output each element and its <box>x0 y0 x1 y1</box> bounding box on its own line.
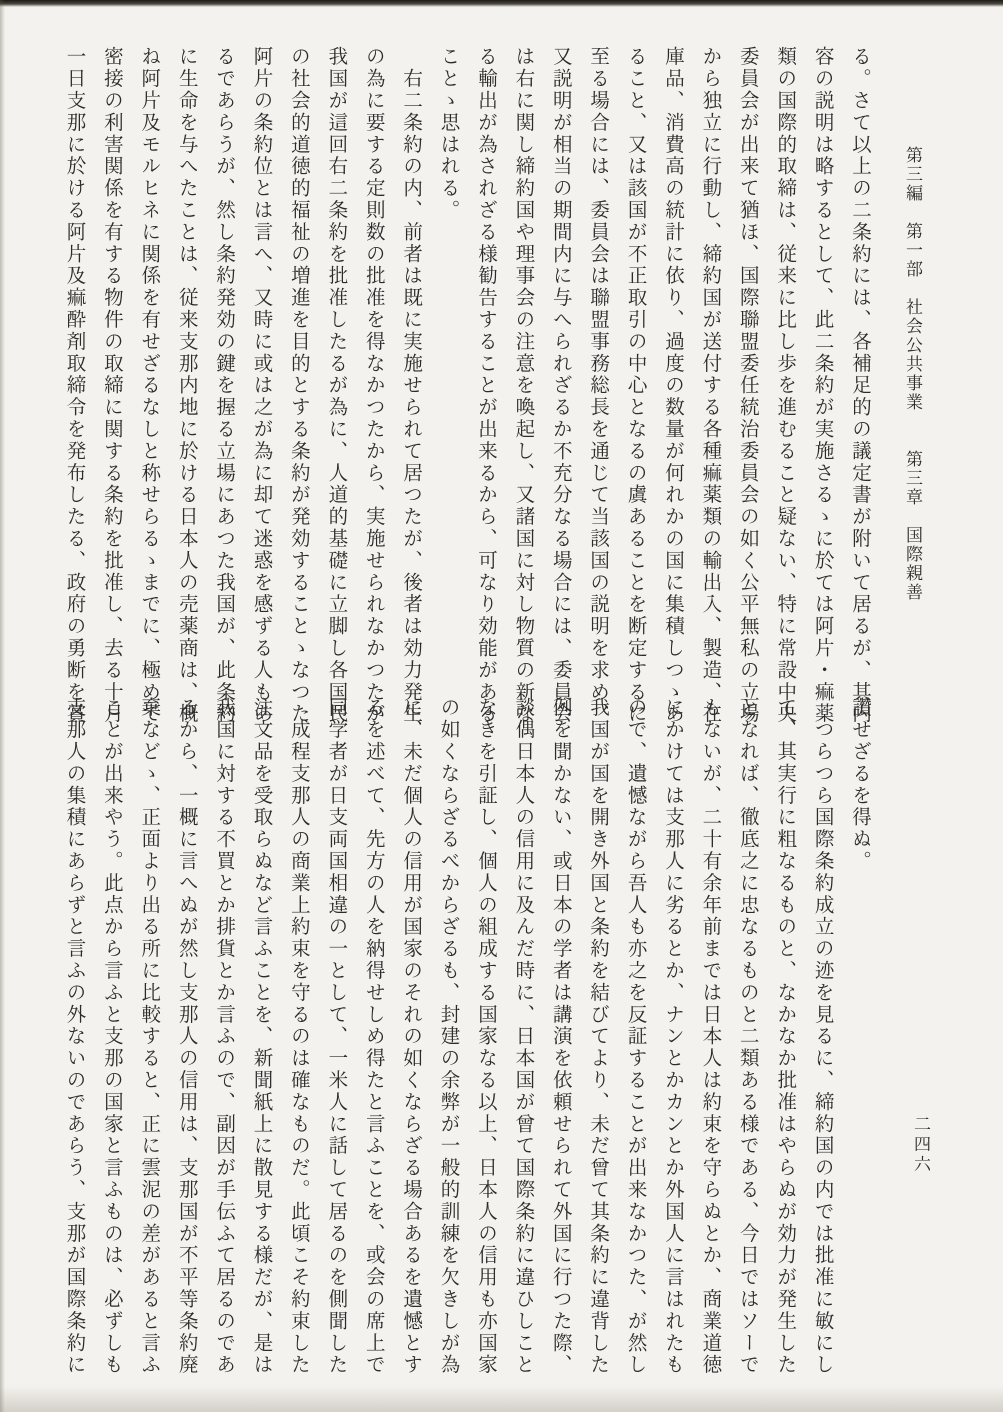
running-header: 第三編 第一部 社会公共事業 第三章 国際親善 <box>902 146 922 602</box>
text-line: ので、遺憾ながら吾人も亦之を反証することが出来なかつた、が然し <box>624 697 648 1376</box>
text-line: 支那人の集積にあらずと言ふの外ないのであらう、支那が国際条約に <box>63 697 87 1376</box>
text-line: る輸出が為されざる様勧告することが出来るから、可なり効能がある <box>474 46 498 725</box>
text-line: 密接の利害関係を有する物件の取締に関する条約を批准し、去る十月 <box>100 46 124 725</box>
text-line: て、其実行に粗なるものと、なかなか批准はやらぬが効力が発生した <box>774 697 798 1376</box>
text-line: 讚せざるを得ぬ。 <box>849 697 872 873</box>
text-line: から独立に行動し、締約国が送付する各種痲薬類の輸出入、製造、在 <box>699 46 723 725</box>
page-number: 二四六 <box>910 1115 930 1175</box>
text-line: る。さて以上の二条約には、各補足的の議定書が附いて居るが、其内 <box>849 46 872 725</box>
scan-edge-bottom <box>0 1386 1003 1412</box>
text-line: 談偶日本人の信用に及んだ時に、日本国が曾て国際条約に違ひしこと <box>512 697 536 1376</box>
text-line: 我国が這回右二条約を批准したるが為に、人道的基礎に立脚し各国民 <box>325 46 349 725</box>
text-line: 成程支那人の商業上約束を守るのは確なものだ。此頃こそ約束した <box>287 697 311 1376</box>
text-line: にかけては支那人に劣るとか、ナンとかカンとか外国人に言はれたも <box>661 697 685 1376</box>
text-line: は右に関し締約国や理事会の注意を喚起し、又諸国に対し物質の新な <box>512 46 536 725</box>
scan-edge-left <box>0 0 5 1412</box>
scan-edge-top <box>0 0 1003 7</box>
text-line: に、未だ個人の信用が国家のそれの如くならざる場合あるを遺憾とす <box>400 697 424 1376</box>
text-line: 庫品、消費高の統計に依り、過度の数量が何れかの国に集積しつゝあ <box>661 46 685 725</box>
text-line: 阿片の条約位とは言へ、又時に或は之が為に却て迷惑を感ずる人もあ <box>250 46 274 725</box>
text-line: 棄などゝ、正面より出る所に比較すると、正に雲泥の差があると言ふ <box>138 697 162 1376</box>
text-line: 類の国際的取締は、従来に比し歩を進むること疑ない、特に常設中央 <box>774 46 798 725</box>
text-line: 同学者が日支両国相違の一として、一米人に話して居るのを側聞した <box>325 697 349 1376</box>
text-line: ことが出来やう。此点から言ふと支那の国家と言ふものは、必ずしも <box>100 697 124 1376</box>
text-line: の為に要する定則数の批准を得なかつたから、実施せられなかつたが <box>362 46 386 725</box>
text-line: ね阿片及モルヒネに関係を有せざるなしと称せらるゝまでに、極めて <box>138 46 162 725</box>
text-line: 我国に対する不買とか排貨とか言ふので、副因が手伝ふて居るのであ <box>213 697 237 1376</box>
text-line: 右二条約の内、前者は既に実施せられて居つたが、後者は効力発生 <box>400 46 424 725</box>
text-line: の如くならざるべからざるも、封建の余弊が一般的訓練を欠きしが為 <box>437 697 461 1376</box>
text-line: なきを引証し、個人の組成する国家なる以上、日本人の信用も亦国家 <box>474 697 498 1376</box>
text-line: るから、一概に言へぬが然し支那人の信用は、支那国が不平等条約廃 <box>175 697 199 1376</box>
text-line: 又説明が相当の期間内に与へられざるか不充分なる場合には、委員会 <box>549 46 573 725</box>
text-line: 一日支那に於ける阿片及痲酔剤取締令を発布したる、政府の勇断を賞 <box>63 46 87 725</box>
text-line: の社会的道徳的福祉の増進を目的とする条約が発効することゝなつた <box>287 46 311 725</box>
text-line: 至る場合には、委員会は聯盟事務総長を通じて当該国の説明を求め、 <box>587 46 611 725</box>
text-line: もないが、二十有余年前までは日本人は約束を守らぬとか、商業道徳 <box>699 697 723 1376</box>
text-block-top <box>56 46 879 725</box>
text-line: に生命を与へたことは、従来支那内地に於ける日本人の売薬商は、概 <box>175 46 199 725</box>
text-line: 注文品を受取らぬなど言ふことを、新聞紙上に散見する様だが、是は <box>250 697 274 1376</box>
text-line: ること、又は該国が不正取引の中心となるの虞あることを断定するに <box>624 46 648 725</box>
text-line: 例を聞かない、或日本の学者は講演を依頼せられて外国に行つた際、 <box>549 697 573 1376</box>
text-line: つらつら国際条約成立の迹を見るに、締約国の内では批准に敏にし <box>811 697 835 1376</box>
text-line: るを述べて、先方の人を納得せしめ得たと言ふことを、或会の席上で <box>362 697 386 1376</box>
text-block-bottom <box>56 697 879 1376</box>
text-line: 我国が国を開き外国と条約を結びてより、未だ曾て其条約に違背した <box>587 697 611 1376</box>
text-line: ことゝ思はれる。 <box>437 46 461 222</box>
text-line: 容の説明は略するとして、此二条約が実施さるゝに於ては阿片・痲薬 <box>811 46 835 725</box>
text-line: 委員会が出来て猶ほ、国際聯盟委任統治委員会の如く公平無私の立場 <box>736 46 760 725</box>
text-line: るであらうが、然し条約発効の鍵を握る立場にあつた我国が、此条約 <box>213 46 237 725</box>
text-line: となれば、徹底之に忠なるものと二類ある様である、今日ではソーで <box>736 697 760 1376</box>
